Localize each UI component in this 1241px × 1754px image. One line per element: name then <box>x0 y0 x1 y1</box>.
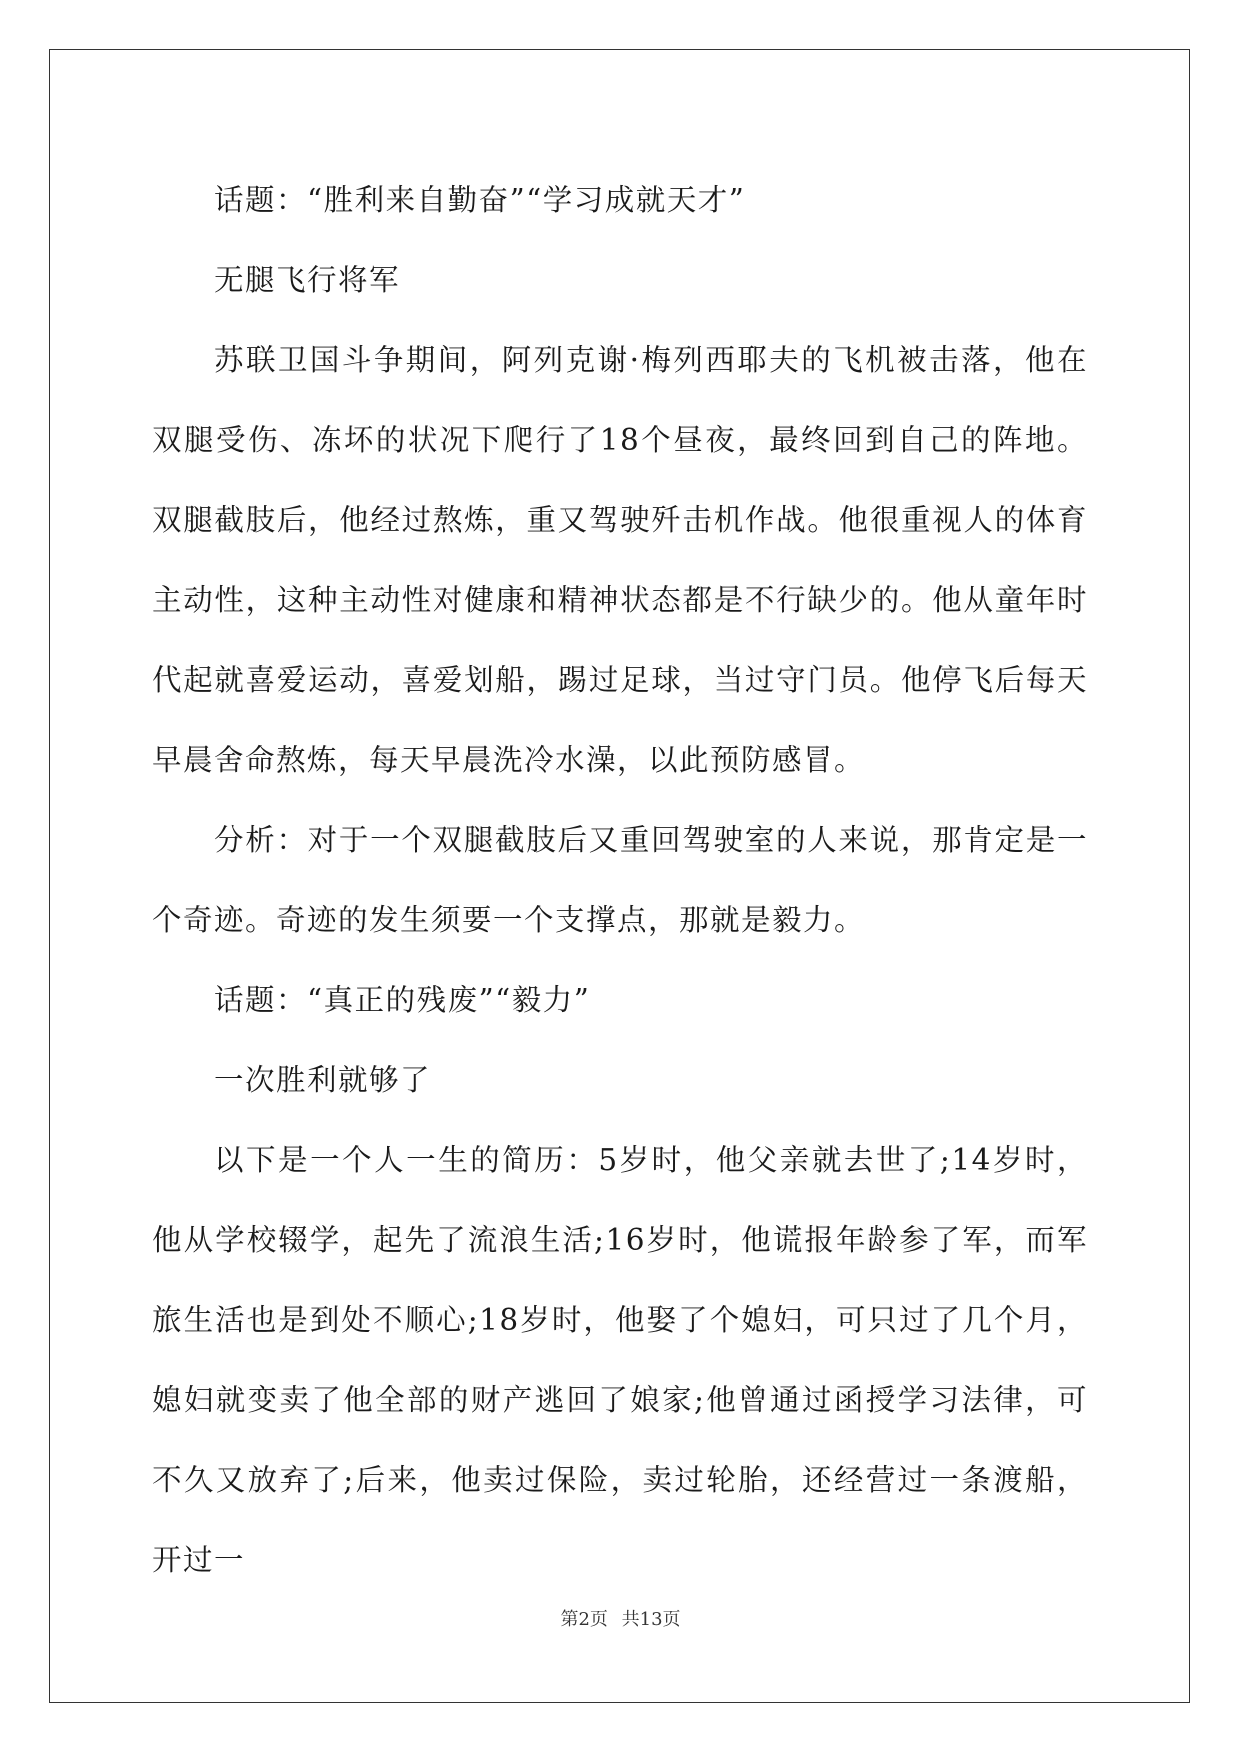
analysis-paragraph: 分析：对于一个双腿截肢后又重回驾驶室的人来说，那肯定是一个奇迹。奇迹的发生须要一个支撑点，那就是毅力。 <box>152 823 1088 937</box>
story-title-1: 无腿飞行将军 <box>214 263 401 297</box>
page-number: 第2页 <box>560 1609 608 1630</box>
document-body <box>152 160 1088 1600</box>
story-paragraph-2: 以下是一个人一生的简历：5岁时，他父亲就去世了;14岁时，他从学校辍学，起先了流浪生活;16岁时，他谎报年龄参了军，而军旅生活也是到处不顺心;18岁时，他娶了个媳妇，可只过了几个月，媳妇就变卖了他全部的财产逃回了娘家;他曾通过函授学习法律，可不久又放弃了;后来，他卖过保险，卖过轮胎，还经营过一条渡船，开过一 <box>152 1143 1088 1577</box>
page-total: 共13页 <box>621 1609 681 1630</box>
story-paragraph-1: 苏联卫国斗争期间，阿列克谢·梅列西耶夫的飞机被击落，他在双腿受伤、冻坏的状况下爬行了18个昼夜，最终回到自己的阵地。双腿截肢后，他经过熬炼，重又驾驶歼击机作战。他很重视人的体育主动性，这种主动性对健康和精神状态都是不行缺少的。他从童年时代起就喜爱运动，喜爱划船，踢过足球，当过守门员。他停飞后每天早晨舍命熬炼，每天早晨洗冷水澡，以此预防感冒。 <box>152 343 1088 777</box>
topic-paragraph-1: 话题：“胜利来自勤奋”“学习成就天才” <box>214 183 746 217</box>
page-footer <box>0 1605 1241 1631</box>
story-title-2: 一次胜利就够了 <box>214 1063 432 1097</box>
topic-paragraph-2: 话题：“真正的残废”“毅力” <box>214 983 591 1017</box>
